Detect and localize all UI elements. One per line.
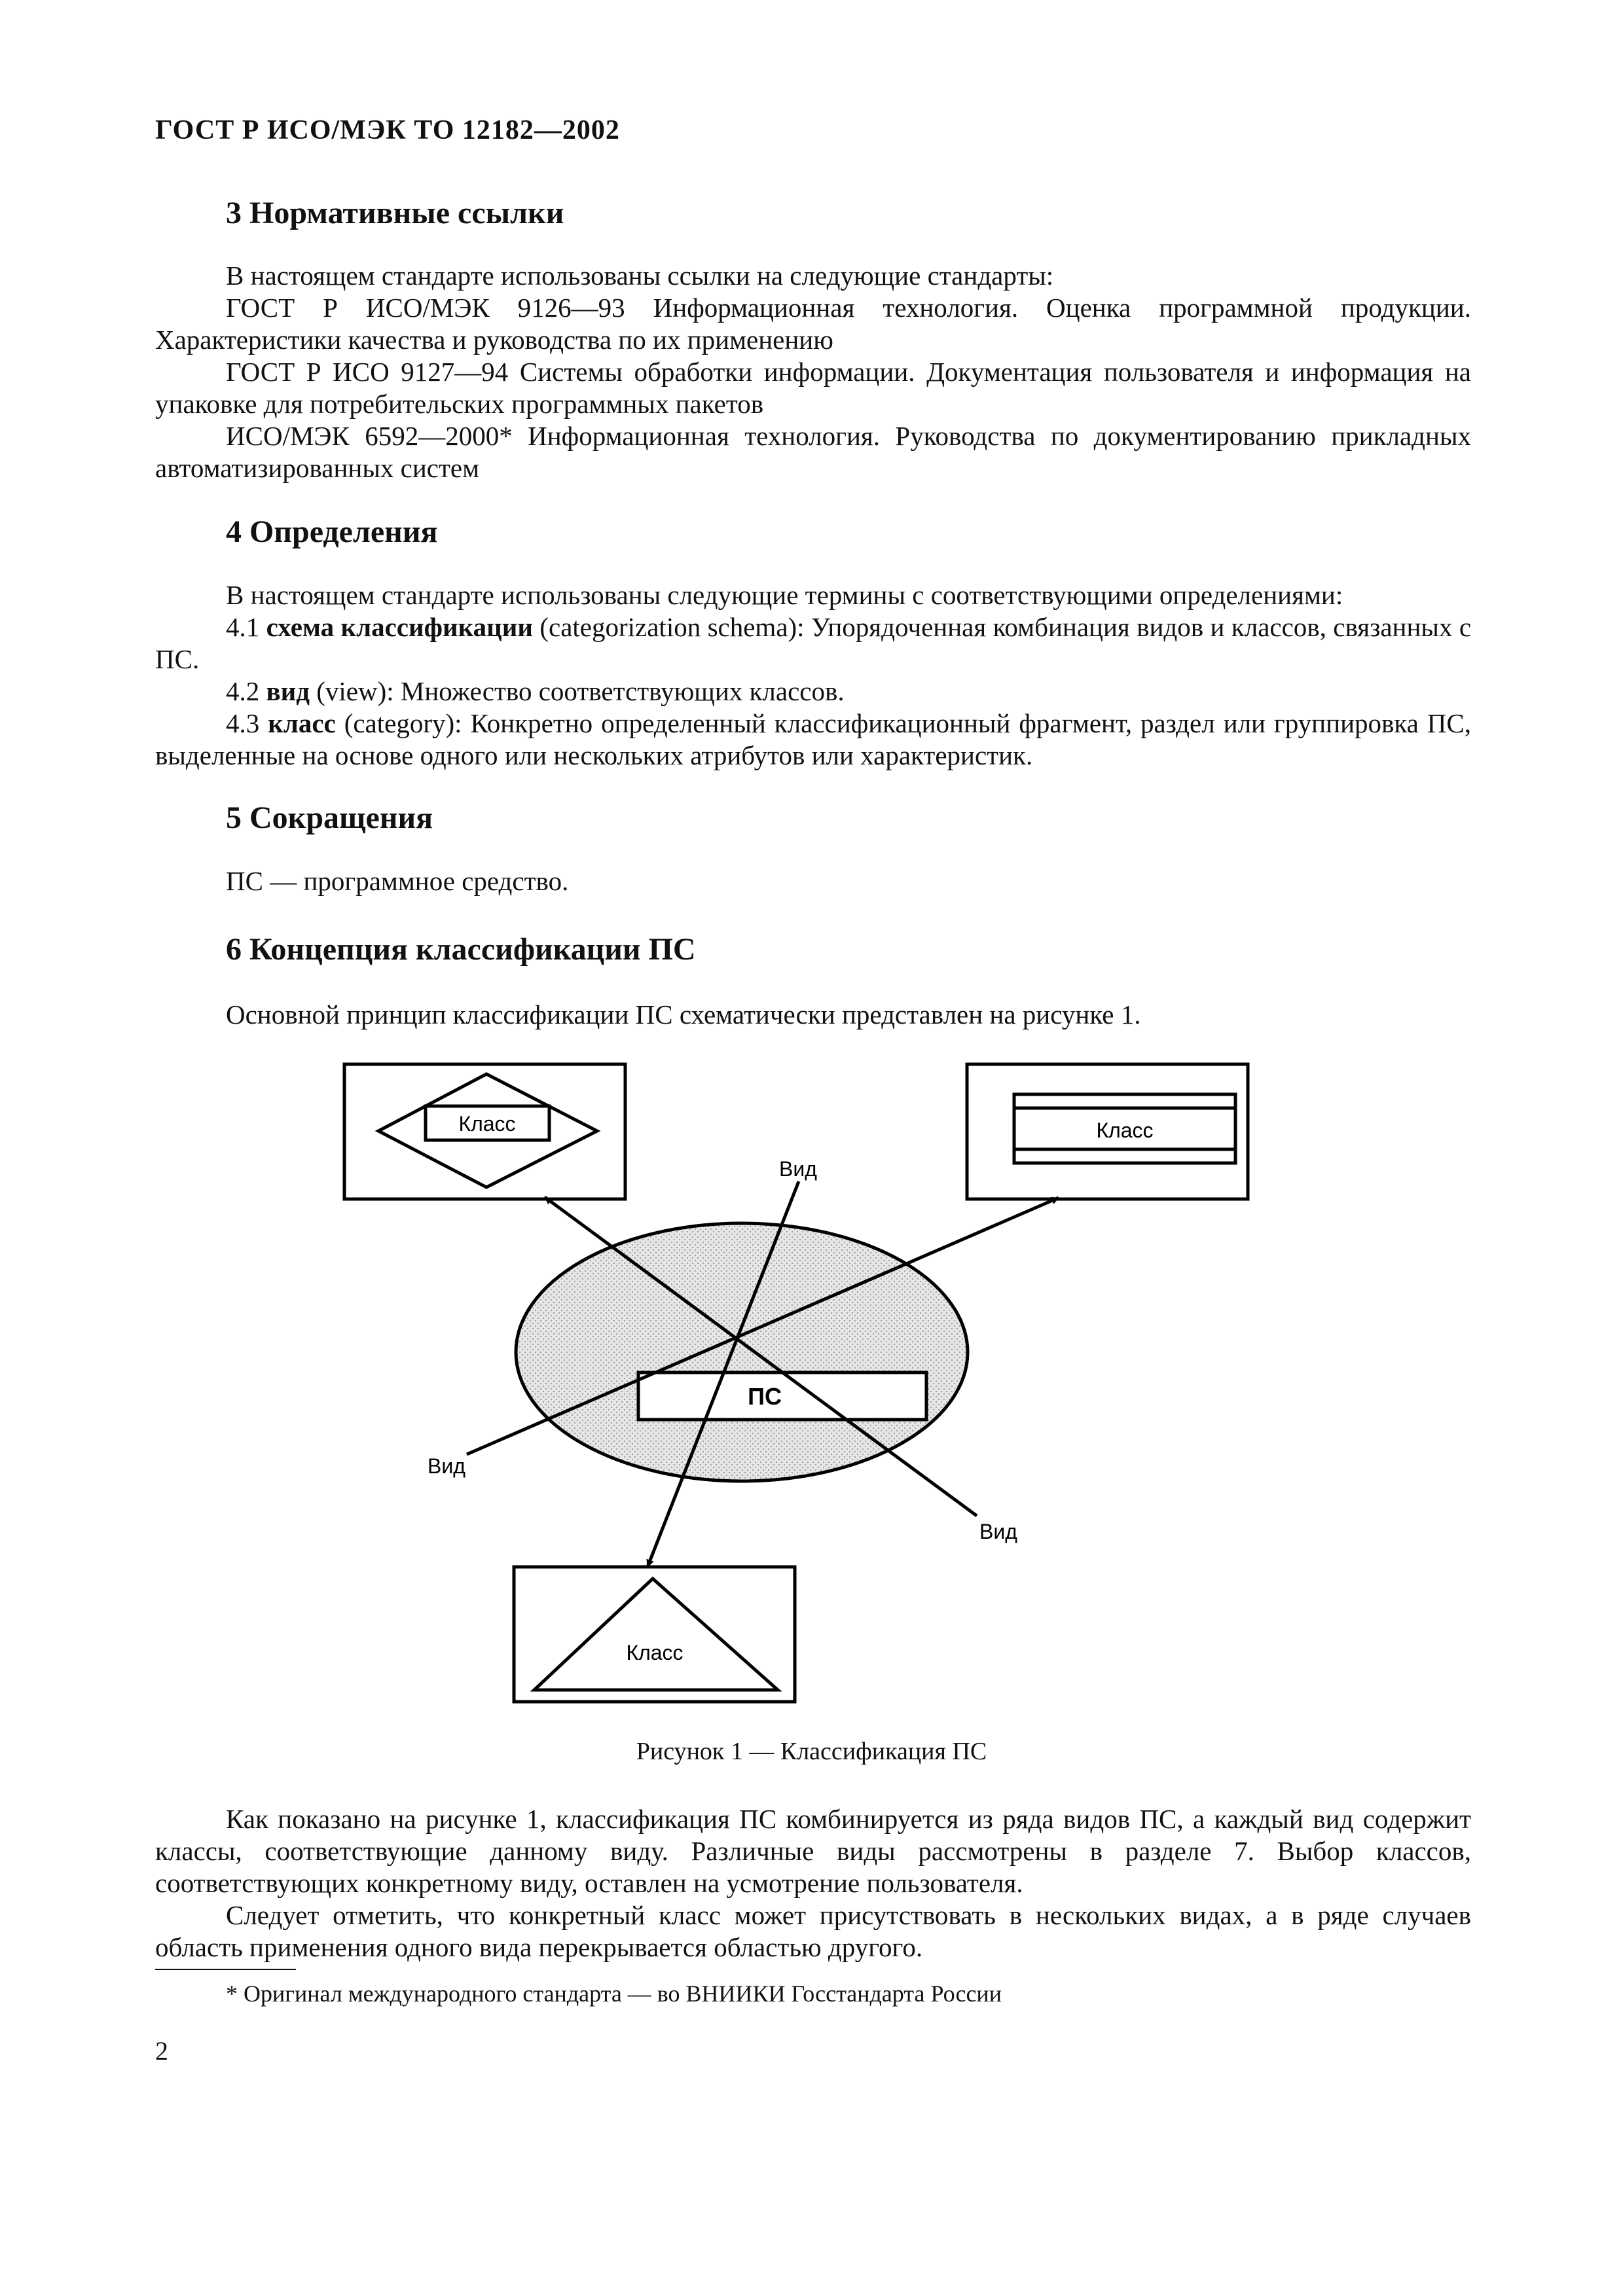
definition-number: 4.1 [226,612,260,642]
definition-4-2 [155,675,1471,708]
view-label-right: Вид [979,1520,1017,1543]
software-label: ПС [748,1383,782,1410]
section-3-paragraph-1: В настоящем стандарте использованы ссылки на следующие стандарты: [226,260,1054,291]
section-6-paragraph-3: Следует отметить, что конкретный класс может присутствовать в нескольких видах, а в ряде случаев область применения одного вида перекрывается областью другого. [155,1900,1471,1962]
section-6-paragraph-1: Основной принцип классификации ПС схематически представлен на рисунке 1. [226,999,1141,1030]
definition-4-3 [155,708,1471,772]
definition-text: (view): Множество соответствующих классов. [316,676,845,706]
definition-number: 4.2 [226,676,260,706]
software-ellipse [516,1223,968,1481]
definition-text: (category): Конкретно определенный классификационный фрагмент, раздел или группировка ПС, выделенные на основе одного или нескольких атрибутов или характеристик. [155,708,1472,770]
definition-term: схема классификации [266,612,533,642]
view-label-left: Вид [428,1454,465,1478]
definition-text: (categorization schema): Упорядоченная комбинация видов и классов, связанных с ПС. [155,612,1472,674]
section-6-title: 6 Концепция классификации ПС [226,932,696,967]
class-label-layered: Класс [1096,1119,1154,1142]
definition-4-1 [155,611,1471,675]
page-number: 2 [155,2036,168,2066]
figure-1-diagram [0,1021,1623,1780]
section-3-reference-2: ГОСТ Р ИСО 9127—94 Системы обработки информации. Документация пользователя и информация на упаковке для потребительских программных пакетов [155,357,1471,419]
section-5-paragraph-1: ПС — программное средство. [226,866,569,896]
class-label-triangle: Класс [626,1641,684,1664]
section-6-paragraph-2: Как показано на рисунке 1, классификация ПС комбинируется из ряда видов ПС, а каждый вид содержит классы, соответствующие данному виду. Различные виды рассмотрены в разделе 7. Выбор классов, соответствующих конкретному виду, оставлен на усмотрение пользователя. [155,1804,1471,1898]
view-label-top: Вид [779,1157,817,1181]
definition-term: класс [268,708,336,738]
section-3-title: 3 Нормативные ссылки [226,196,564,230]
section-4-title: 4 Определения [226,514,438,549]
definition-term: вид [266,676,310,706]
footnote-divider [155,1969,296,1970]
definition-number: 4.3 [226,708,260,738]
section-3-reference-1: ГОСТ Р ИСО/МЭК 9126—93 Информационная технология. Оценка программной продукции. Характеристики качества и руководства по их применению [155,293,1471,355]
footnote: * Оригинал международного стандарта — во ВНИИКИ Госстандарта России [226,1981,1002,2007]
figure-1-caption: Рисунок 1 — Классификация ПС [636,1738,987,1765]
section-4-paragraph-1: В настоящем стандарте использованы следующие термины с соответствующими определениями: [226,580,1343,610]
section-3-reference-3: ИСО/МЭК 6592—2000* Информационная технология. Руководства по документированию прикладных автоматизированных систем [155,421,1471,483]
software-box [638,1372,926,1420]
class-label-diamond: Класс [458,1112,516,1136]
section-5-title: 5 Сокращения [226,800,433,835]
document-header: ГОСТ Р ИСО/МЭК ТО 12182—2002 [155,115,620,145]
